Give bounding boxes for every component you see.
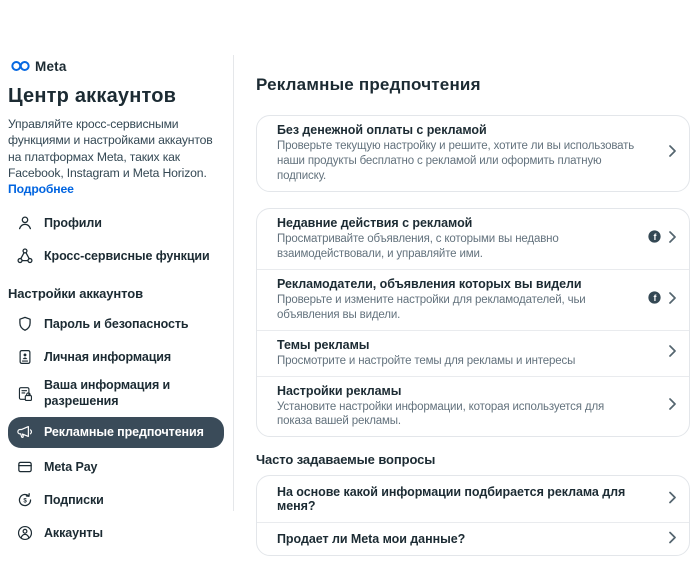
faq-card (256, 475, 690, 556)
row-advertisers-seen[interactable] (257, 269, 689, 330)
facebook-icon (648, 230, 661, 248)
page-title: Центр аккаунтов (8, 85, 177, 107)
user-icon (16, 214, 34, 232)
credit-card-icon (16, 458, 34, 476)
row-title: Рекламодатели, объявления которых вы видели (277, 276, 582, 291)
chevron-right-icon (669, 532, 676, 547)
row-ad-settings[interactable] (257, 376, 689, 437)
sidebar-item-ad-preferences[interactable]: Рекламные предпочтения (8, 417, 224, 448)
faq-row-how-ads-chosen[interactable] (257, 476, 689, 522)
row-ad-free-subscription[interactable] (257, 116, 689, 191)
network-icon (16, 247, 34, 265)
row-description: Проверьте текущую настройку и решите, хотите ли вы использовать наши продукты бесплатно с рекламой или оформить платную подписку. (277, 140, 635, 182)
row-description: Установите настройки информации, которая используется для показа вашей рекламы. (277, 400, 605, 428)
sidebar-item-password-security[interactable]: Пароль и безопасность (8, 308, 224, 341)
chevron-right-icon (669, 230, 676, 248)
row-description: Проверьте и измените настройки для рекламодателей, чьи объявления вы видели. (277, 293, 586, 321)
chevron-right-icon (669, 144, 676, 162)
ad-free-card (256, 115, 690, 192)
svg-text:$: $ (23, 497, 27, 505)
meta-logo (11, 58, 224, 74)
shield-icon (16, 315, 34, 333)
chevron-right-icon (669, 291, 676, 309)
learn-more-link[interactable]: Подробнее (8, 182, 74, 197)
sidebar-item-cross-service[interactable]: Кросс-сервисные функции (8, 240, 224, 273)
sidebar-nav (8, 207, 224, 550)
facebook-icon (648, 291, 661, 309)
row-title: Темы рекламы (277, 337, 370, 352)
person-circle-icon (16, 524, 34, 542)
row-title: Настройки рекламы (277, 383, 402, 398)
svg-text:f: f (653, 231, 657, 242)
main-heading: Рекламные предпочтения (256, 75, 481, 94)
sidebar-item-subscriptions[interactable]: $ Подписки (8, 484, 224, 517)
document-lock-icon (16, 385, 34, 403)
chevron-right-icon (669, 492, 676, 507)
meta-logo-text: Meta (35, 58, 67, 74)
subscriptions-refresh-dollar-icon (16, 491, 34, 509)
chevron-right-icon (669, 344, 676, 362)
sidebar-section-header: Настройки аккаунтов (8, 285, 143, 301)
sidebar-item-accounts[interactable]: Аккаунты (8, 517, 224, 550)
chevron-right-icon (669, 397, 676, 415)
row-recent-ad-activity[interactable] (257, 209, 689, 269)
megaphone-icon (16, 423, 34, 441)
row-description: Просмотрите и настройте темы для рекламы и интересы (277, 354, 576, 367)
sidebar-item-profiles[interactable]: Профили (8, 207, 224, 240)
sidebar-item-meta-pay[interactable]: Meta Pay (8, 451, 224, 484)
faq-row-does-meta-sell-data[interactable] (257, 522, 689, 555)
main-content (256, 75, 690, 556)
sidebar-item-your-info-permissions[interactable]: Ваша информация и разрешения (8, 374, 224, 414)
meta-infinity-icon (11, 60, 30, 72)
sidebar-divider (233, 55, 234, 511)
id-card-icon (16, 348, 34, 366)
row-description: Просматривайте объявления, с которыми вы недавно взаимодействовали, и управляйте ими. (277, 232, 559, 260)
faq-heading: Часто задаваемые вопросы (256, 452, 436, 468)
svg-text:f: f (653, 292, 657, 303)
row-title: Без денежной оплаты с рекламой (277, 123, 487, 137)
ad-settings-card (256, 208, 690, 438)
faq-question: На основе какой информации подбирается реклама для меня? (277, 485, 626, 514)
sidebar (8, 58, 224, 550)
faq-question: Продает ли Meta мои данные? (277, 532, 466, 547)
sidebar-description: Управляйте кросс-сервисными функциями и настройками аккаунтов на платформах Meta, таких как Facebook, Instagram и Meta Horizon. Подробнее (8, 117, 213, 197)
row-title: Недавние действия с рекламой (277, 215, 473, 230)
sidebar-item-personal-info[interactable]: Личная информация (8, 341, 224, 374)
row-ad-topics[interactable] (257, 330, 689, 376)
